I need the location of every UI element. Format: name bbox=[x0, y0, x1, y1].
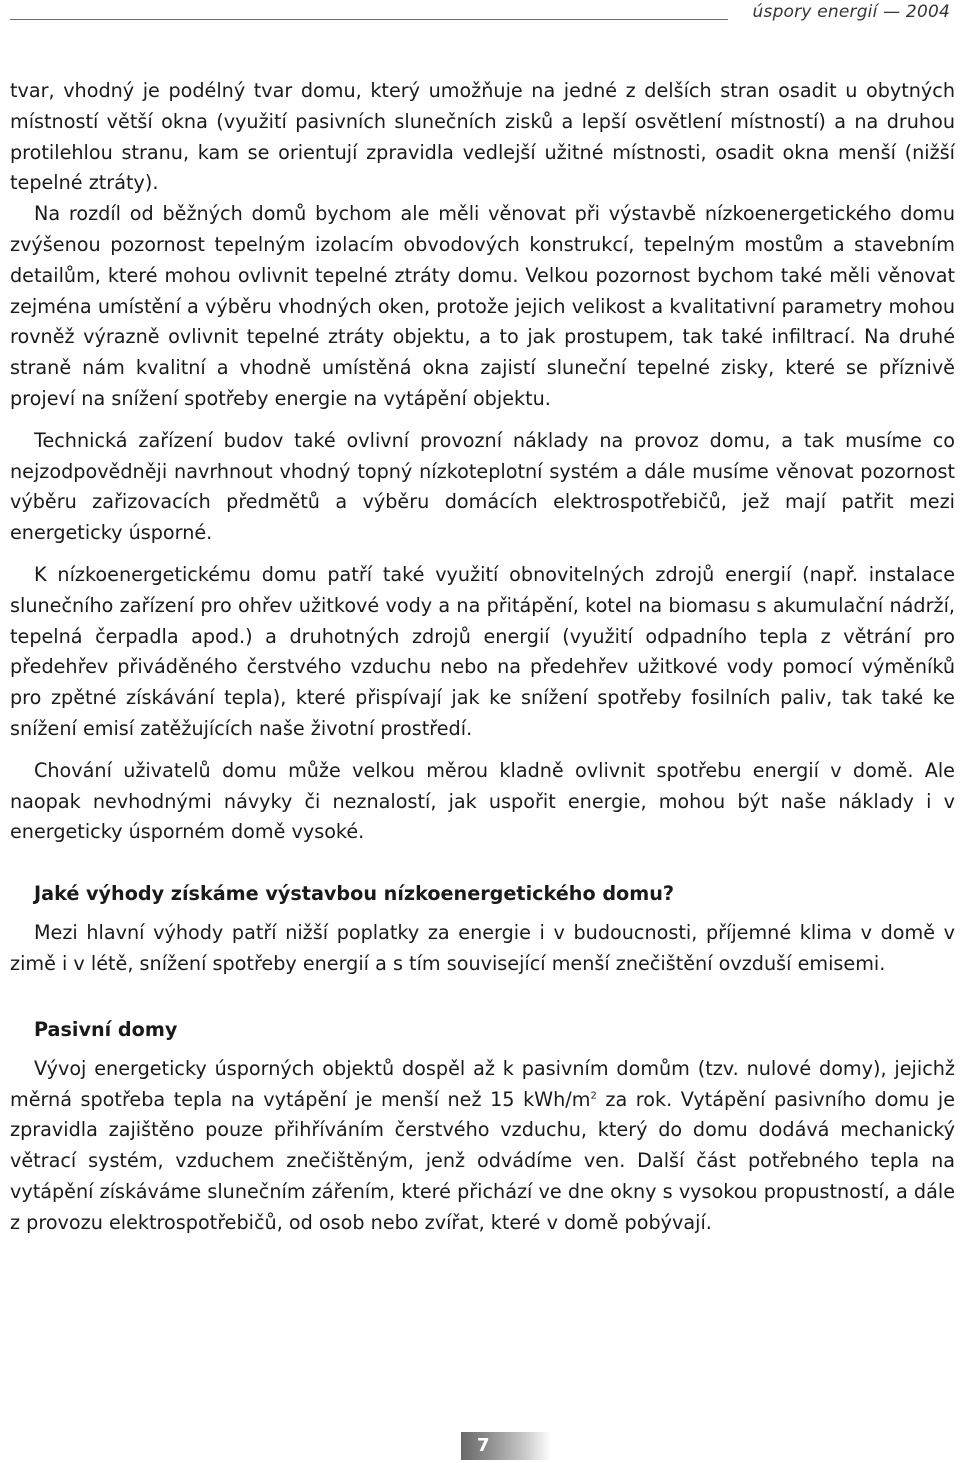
unit-superscript: 2 bbox=[590, 1090, 597, 1102]
header-rule bbox=[10, 19, 728, 20]
section-heading-passive-houses: Pasivní domy bbox=[34, 1017, 178, 1041]
paragraph-technical-equipment: Technická zařízení budov také ovlivní provozní náklady na provoz domu, a tak musíme co nejzodpovědněji navrhnout vhodný topný nízkoteplotní systém a dále musíme věnovat pozornost výběru zařizovacích předmětů a výběru domácích elektrospotřebičů, jež mají patřit mezi energeticky úsporné. bbox=[10, 428, 955, 545]
paragraph-advantages: Mezi hlavní výhody patří nižší poplatky za energie i v budoucnosti, příjemné klima v domě v zimě i v létě, snížení spotřeby energií a s tím související menší znečištění ovzduší emisemi. bbox=[10, 921, 955, 975]
paragraph-user-behaviour: Chování uživatelů domu může velkou měrou kladně ovlivnit spotřebu energií v domě. Ale naopak nevhodnými návyky či neznalostí, jak uspořit energie, mohou být naše náklady i v energeticky úsporném domě vysoké. bbox=[10, 758, 955, 844]
paragraph-insulation: Na rozdíl od běžných domů bychom ale měli věnovat při výstavbě nízkoenergetického domu zvýšenou pozornost tepelným izolacím obvodových konstrukcí, tepelným mostům a stavebním detailům, které mohou ovlivnit tepelné ztráty domu. Velkou pozornost bychom také měli věnovat zejména umístění a výběru vhodných oken, protože jejich velikost a kvalitativní parametry mohou rovněž výrazně ovlivnit tepelné ztráty objektu, a to jak prostupem, tak také infiltrací. Na druhé straně nám kvalitní a vhodně umístěná okna zajistí sluneční tepelné zisky, které se příznivě projeví na snížení spotřeby energie na vytápění objektu. bbox=[10, 202, 955, 410]
paragraph-window-orientation: tvar, vhodný je podélný tvar domu, který umožňuje na jedné z delších stran osadit u obytných místností větší okna (využití pasivních slunečních zisků a lepší osvětlení místností) a na druhou protilehlou stranu, kam se orientují zpravidla vedlejší užitné místnosti, osadit okna menší (nižší tepelné ztráty). bbox=[10, 79, 955, 195]
paragraph-renewable-sources: K nízkoenergetickému domu patří také využití obnovitelných zdrojů energií (např. instalace slunečního zařízení pro ohřev užitkové vody a na přitápění, kotel na biomasu s akumulační nádrží, tepelná čerpadla apod.) a druhotných zdrojů energií (využití odpadního tepla z větrání pro předehřev přiváděného čerstvého vzduchu nebo na předehřev užitkové vody pomocí výměníků pro zpětné získávání tepla), které přispívají jak ke snížení spotřeby fosilních paliv, tak také ke snížení emisí zatěžujících naše životní prostředí. bbox=[10, 562, 955, 740]
page-number-badge bbox=[461, 1432, 551, 1460]
running-header-title: úspory energií — 2004 bbox=[752, 2, 950, 22]
passive-text-part1: Vývoj energeticky úsporných objektů dospěl až k pasivním domům (tzv. nulové domy), jejichž měrná spotřeba tepla na vytápění je menší než 15 kWh/m bbox=[10, 1056, 955, 1111]
article-body bbox=[10, 76, 955, 1239]
paragraph-passive-houses bbox=[10, 1054, 955, 1239]
section-heading-advantages: Jaké výhody získáme výstavbou nízkoenergetického domu? bbox=[34, 882, 675, 906]
page-number: 7 bbox=[477, 1435, 490, 1456]
passive-text-part2: za rok. Vytápění pasivního domu je zpravidla zajištěno pouze přihříváním čerstvého vzduchu, který do domu dodává mechanický větrací systém, vzduchem znečištěným, jenž odvádíme ven. Další část potřebného tepla na vytápění získáváme slunečním zářením, které přichází ve dne okny s vysokou propustností, a dále z provozu elektrospotřebičů, od osob nebo zvířat, které v domě pobývají. bbox=[10, 1087, 955, 1234]
